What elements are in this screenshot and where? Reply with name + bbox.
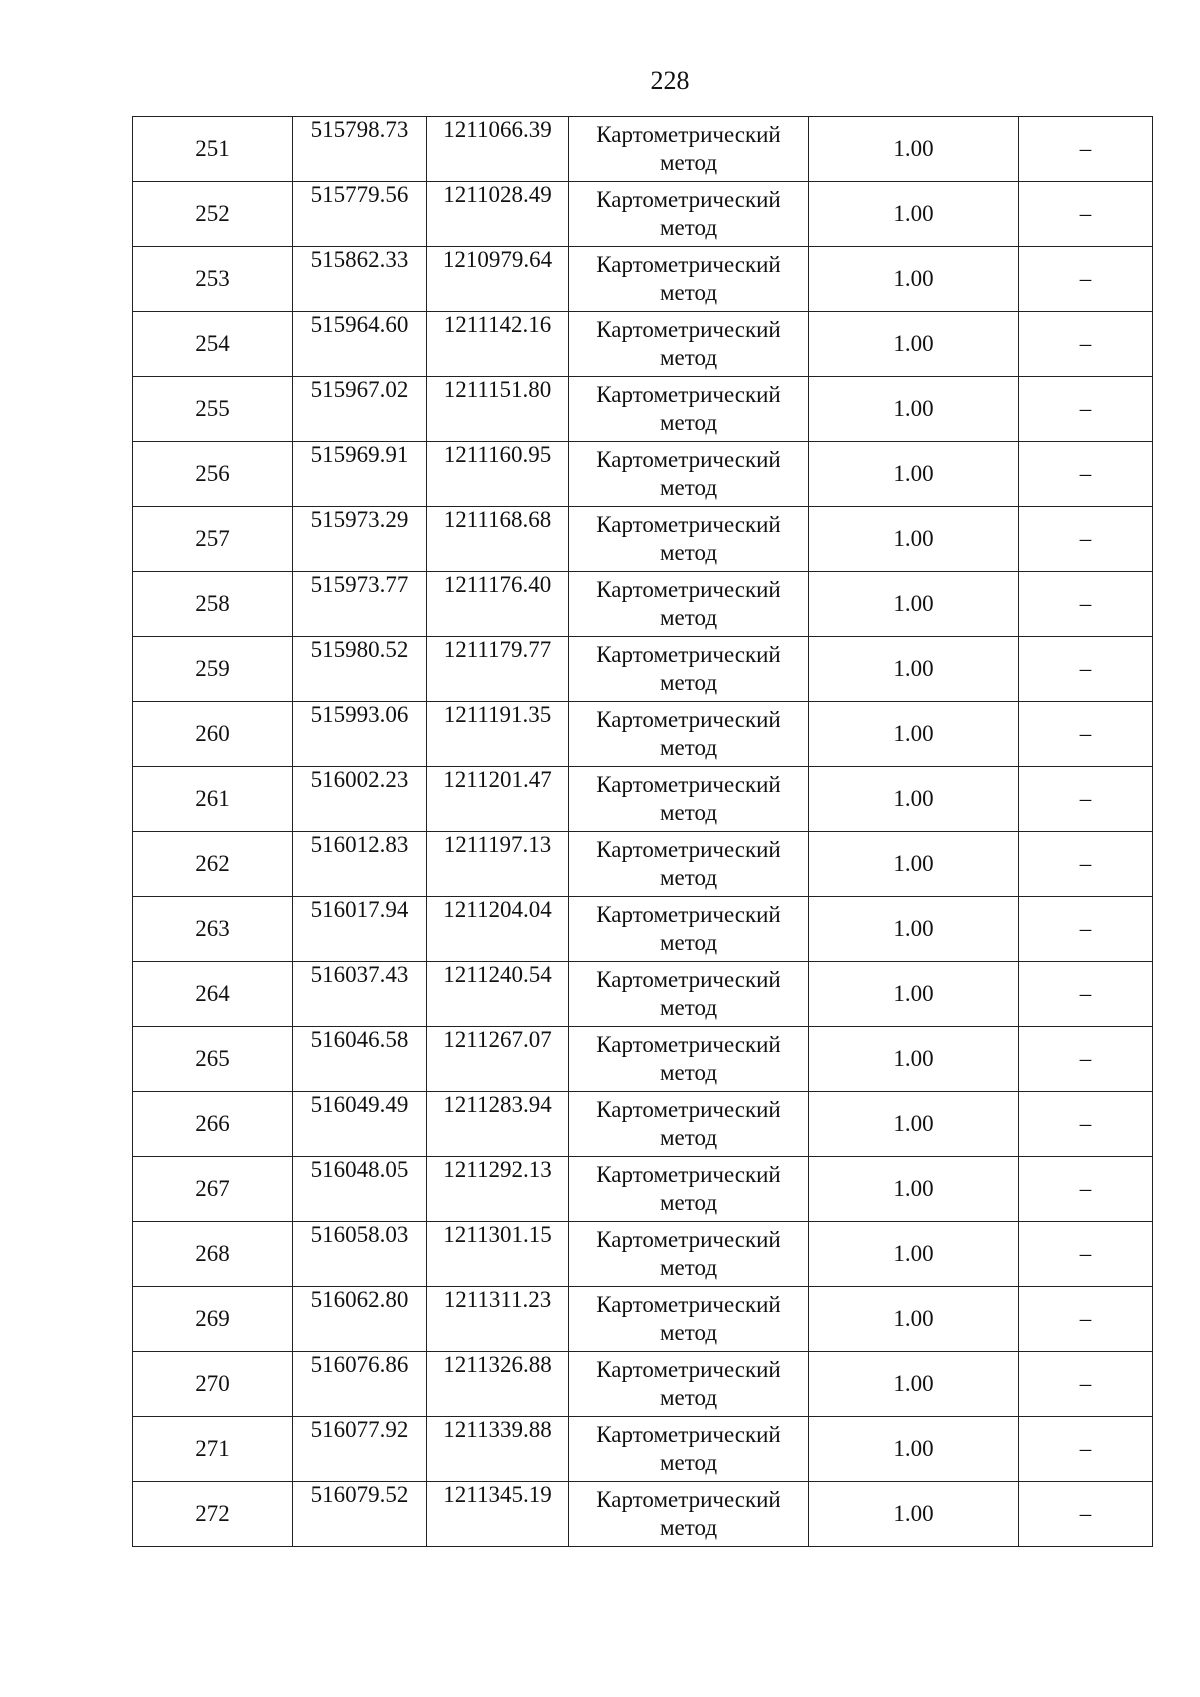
table-row — [133, 897, 1153, 962]
y-coordinate-cell: 1211311.23 — [427, 1287, 569, 1352]
point-number-cell: 254 — [133, 312, 293, 377]
table-row — [133, 767, 1153, 832]
accuracy-cell: 1.00 — [809, 442, 1019, 507]
x-coordinate-cell: 515964.60 — [293, 312, 427, 377]
x-coordinate-cell: 516058.03 — [293, 1222, 427, 1287]
x-coordinate-cell: 516017.94 — [293, 897, 427, 962]
y-coordinate-cell: 1211301.15 — [427, 1222, 569, 1287]
accuracy-cell: 1.00 — [809, 117, 1019, 182]
x-coordinate-cell: 516046.58 — [293, 1027, 427, 1092]
x-coordinate-cell: 516012.83 — [293, 832, 427, 897]
method-text: метод — [659, 345, 718, 370]
method-text: Картометрический — [596, 447, 781, 472]
method-cell — [569, 1287, 809, 1352]
y-coordinate-cell: 1211160.95 — [427, 442, 569, 507]
accuracy-cell: 1.00 — [809, 377, 1019, 442]
note-cell: – — [1019, 1027, 1153, 1092]
method-cell — [569, 832, 809, 897]
point-number-cell: 255 — [133, 377, 293, 442]
note-cell: – — [1019, 1417, 1153, 1482]
point-number-cell: 271 — [133, 1417, 293, 1482]
accuracy-cell: 1.00 — [809, 702, 1019, 767]
y-coordinate-cell: 1211197.13 — [427, 832, 569, 897]
accuracy-cell: 1.00 — [809, 832, 1019, 897]
method-cell — [569, 117, 809, 182]
y-coordinate-cell: 1211345.19 — [427, 1482, 569, 1547]
x-coordinate-cell: 516062.80 — [293, 1287, 427, 1352]
note-cell: – — [1019, 1092, 1153, 1157]
method-cell — [569, 1157, 809, 1222]
note-cell: – — [1019, 117, 1153, 182]
y-coordinate-cell: 1211292.13 — [427, 1157, 569, 1222]
note-cell: – — [1019, 247, 1153, 312]
x-coordinate-cell: 516002.23 — [293, 767, 427, 832]
table-row — [133, 377, 1153, 442]
point-number-cell: 268 — [133, 1222, 293, 1287]
x-coordinate-cell: 516049.49 — [293, 1092, 427, 1157]
method-cell — [569, 247, 809, 312]
y-coordinate-cell: 1211267.07 — [427, 1027, 569, 1092]
method-text: метод — [659, 930, 718, 955]
method-cell — [569, 1482, 809, 1547]
note-cell: – — [1019, 182, 1153, 247]
method-cell — [569, 897, 809, 962]
method-text: метод — [659, 1515, 718, 1540]
method-cell — [569, 767, 809, 832]
method-text: Картометрический — [596, 317, 781, 342]
accuracy-cell: 1.00 — [809, 962, 1019, 1027]
method-cell — [569, 1092, 809, 1157]
table-row — [133, 117, 1153, 182]
method-text: Картометрический — [596, 902, 781, 927]
y-coordinate-cell: 1211066.39 — [427, 117, 569, 182]
note-cell: – — [1019, 442, 1153, 507]
accuracy-cell: 1.00 — [809, 637, 1019, 702]
note-cell: – — [1019, 767, 1153, 832]
method-text: метод — [659, 1385, 718, 1410]
method-text: метод — [659, 1320, 718, 1345]
table-row — [133, 832, 1153, 897]
note-cell: – — [1019, 312, 1153, 377]
coordinates-table — [132, 116, 1153, 1547]
method-text: метод — [659, 540, 718, 565]
x-coordinate-cell: 515980.52 — [293, 637, 427, 702]
page-number: 228 — [650, 66, 690, 95]
method-text: метод — [659, 735, 718, 760]
method-text: метод — [659, 410, 718, 435]
method-cell — [569, 507, 809, 572]
accuracy-cell: 1.00 — [809, 1222, 1019, 1287]
method-text: Картометрический — [596, 1357, 781, 1382]
table-row — [133, 1287, 1153, 1352]
table-row — [133, 1417, 1153, 1482]
method-text: Картометрический — [596, 187, 781, 212]
accuracy-cell: 1.00 — [809, 572, 1019, 637]
method-cell — [569, 1222, 809, 1287]
method-text: метод — [659, 995, 718, 1020]
method-text: метод — [659, 280, 718, 305]
table-row — [133, 1222, 1153, 1287]
x-coordinate-cell: 515973.29 — [293, 507, 427, 572]
method-text: Картометрический — [596, 512, 781, 537]
x-coordinate-cell: 515967.02 — [293, 377, 427, 442]
accuracy-cell: 1.00 — [809, 1027, 1019, 1092]
method-text: метод — [659, 605, 718, 630]
method-cell — [569, 572, 809, 637]
table-row — [133, 312, 1153, 377]
table-row — [133, 247, 1153, 312]
method-text: метод — [659, 1125, 718, 1150]
x-coordinate-cell: 515779.56 — [293, 182, 427, 247]
method-text: Картометрический — [596, 252, 781, 277]
method-cell — [569, 637, 809, 702]
y-coordinate-cell: 1211142.16 — [427, 312, 569, 377]
note-cell: – — [1019, 832, 1153, 897]
method-text: Картометрический — [596, 1487, 781, 1512]
coordinates-table-body — [133, 117, 1153, 1547]
method-text: Картометрический — [596, 1162, 781, 1187]
y-coordinate-cell: 1211326.88 — [427, 1352, 569, 1417]
method-text: Картометрический — [596, 967, 781, 992]
accuracy-cell: 1.00 — [809, 1482, 1019, 1547]
table-row — [133, 182, 1153, 247]
point-number-cell: 265 — [133, 1027, 293, 1092]
x-coordinate-cell: 515973.77 — [293, 572, 427, 637]
method-cell — [569, 182, 809, 247]
note-cell: – — [1019, 1287, 1153, 1352]
table-row — [133, 572, 1153, 637]
method-cell — [569, 377, 809, 442]
y-coordinate-cell: 1211201.47 — [427, 767, 569, 832]
y-coordinate-cell: 1211204.04 — [427, 897, 569, 962]
y-coordinate-cell: 1211151.80 — [427, 377, 569, 442]
method-text: Картометрический — [596, 1097, 781, 1122]
y-coordinate-cell: 1211240.54 — [427, 962, 569, 1027]
point-number-cell: 272 — [133, 1482, 293, 1547]
method-text: метод — [659, 215, 718, 240]
note-cell: – — [1019, 962, 1153, 1027]
method-text: метод — [659, 670, 718, 695]
note-cell: – — [1019, 702, 1153, 767]
point-number-cell: 256 — [133, 442, 293, 507]
note-cell: – — [1019, 572, 1153, 637]
method-text: Картометрический — [596, 577, 781, 602]
note-cell: – — [1019, 897, 1153, 962]
accuracy-cell: 1.00 — [809, 1092, 1019, 1157]
x-coordinate-cell: 515862.33 — [293, 247, 427, 312]
point-number-cell: 262 — [133, 832, 293, 897]
method-cell — [569, 442, 809, 507]
note-cell: – — [1019, 377, 1153, 442]
method-cell — [569, 702, 809, 767]
y-coordinate-cell: 1210979.64 — [427, 247, 569, 312]
table-row — [133, 1482, 1153, 1547]
method-text: Картометрический — [596, 1227, 781, 1252]
method-text: метод — [659, 1450, 718, 1475]
accuracy-cell: 1.00 — [809, 312, 1019, 377]
point-number-cell: 259 — [133, 637, 293, 702]
method-text: метод — [659, 1190, 718, 1215]
x-coordinate-cell: 516076.86 — [293, 1352, 427, 1417]
accuracy-cell: 1.00 — [809, 767, 1019, 832]
point-number-cell: 252 — [133, 182, 293, 247]
point-number-cell: 251 — [133, 117, 293, 182]
point-number-cell: 266 — [133, 1092, 293, 1157]
y-coordinate-cell: 1211191.35 — [427, 702, 569, 767]
note-cell: – — [1019, 1157, 1153, 1222]
accuracy-cell: 1.00 — [809, 897, 1019, 962]
method-cell — [569, 962, 809, 1027]
x-coordinate-cell: 516077.92 — [293, 1417, 427, 1482]
point-number-cell: 257 — [133, 507, 293, 572]
method-text: Картометрический — [596, 122, 781, 147]
accuracy-cell: 1.00 — [809, 182, 1019, 247]
method-text: Картометрический — [596, 1292, 781, 1317]
method-text: Картометрический — [596, 837, 781, 862]
accuracy-cell: 1.00 — [809, 247, 1019, 312]
method-text: Картометрический — [596, 642, 781, 667]
y-coordinate-cell: 1211339.88 — [427, 1417, 569, 1482]
method-text: метод — [659, 1060, 718, 1085]
x-coordinate-cell: 515798.73 — [293, 117, 427, 182]
x-coordinate-cell: 516048.05 — [293, 1157, 427, 1222]
table-row — [133, 962, 1153, 1027]
note-cell: – — [1019, 637, 1153, 702]
point-number-cell: 258 — [133, 572, 293, 637]
y-coordinate-cell: 1211179.77 — [427, 637, 569, 702]
method-text: метод — [659, 475, 718, 500]
note-cell: – — [1019, 507, 1153, 572]
method-text: Картометрический — [596, 772, 781, 797]
x-coordinate-cell: 516079.52 — [293, 1482, 427, 1547]
method-text: метод — [659, 800, 718, 825]
method-text: метод — [659, 150, 718, 175]
y-coordinate-cell: 1211283.94 — [427, 1092, 569, 1157]
table-row — [133, 507, 1153, 572]
accuracy-cell: 1.00 — [809, 1352, 1019, 1417]
x-coordinate-cell: 515993.06 — [293, 702, 427, 767]
method-cell — [569, 1027, 809, 1092]
method-cell — [569, 1352, 809, 1417]
note-cell: – — [1019, 1482, 1153, 1547]
method-text: Картометрический — [596, 1032, 781, 1057]
accuracy-cell: 1.00 — [809, 1287, 1019, 1352]
accuracy-cell: 1.00 — [809, 1417, 1019, 1482]
table-row — [133, 1157, 1153, 1222]
y-coordinate-cell: 1211176.40 — [427, 572, 569, 637]
point-number-cell: 269 — [133, 1287, 293, 1352]
point-number-cell: 267 — [133, 1157, 293, 1222]
method-cell — [569, 1417, 809, 1482]
x-coordinate-cell: 516037.43 — [293, 962, 427, 1027]
point-number-cell: 264 — [133, 962, 293, 1027]
y-coordinate-cell: 1211028.49 — [427, 182, 569, 247]
accuracy-cell: 1.00 — [809, 507, 1019, 572]
point-number-cell: 260 — [133, 702, 293, 767]
method-text: Картометрический — [596, 382, 781, 407]
point-number-cell: 263 — [133, 897, 293, 962]
table-row — [133, 1027, 1153, 1092]
note-cell: – — [1019, 1352, 1153, 1417]
method-text: Картометрический — [596, 707, 781, 732]
table-row — [133, 702, 1153, 767]
table-row — [133, 637, 1153, 702]
table-row — [133, 1352, 1153, 1417]
point-number-cell: 270 — [133, 1352, 293, 1417]
point-number-cell: 253 — [133, 247, 293, 312]
x-coordinate-cell: 515969.91 — [293, 442, 427, 507]
method-text: метод — [659, 865, 718, 890]
method-text: Картометрический — [596, 1422, 781, 1447]
y-coordinate-cell: 1211168.68 — [427, 507, 569, 572]
accuracy-cell: 1.00 — [809, 1157, 1019, 1222]
note-cell: – — [1019, 1222, 1153, 1287]
method-text: метод — [659, 1255, 718, 1280]
table-row — [133, 1092, 1153, 1157]
method-cell — [569, 312, 809, 377]
table-row — [133, 442, 1153, 507]
point-number-cell: 261 — [133, 767, 293, 832]
